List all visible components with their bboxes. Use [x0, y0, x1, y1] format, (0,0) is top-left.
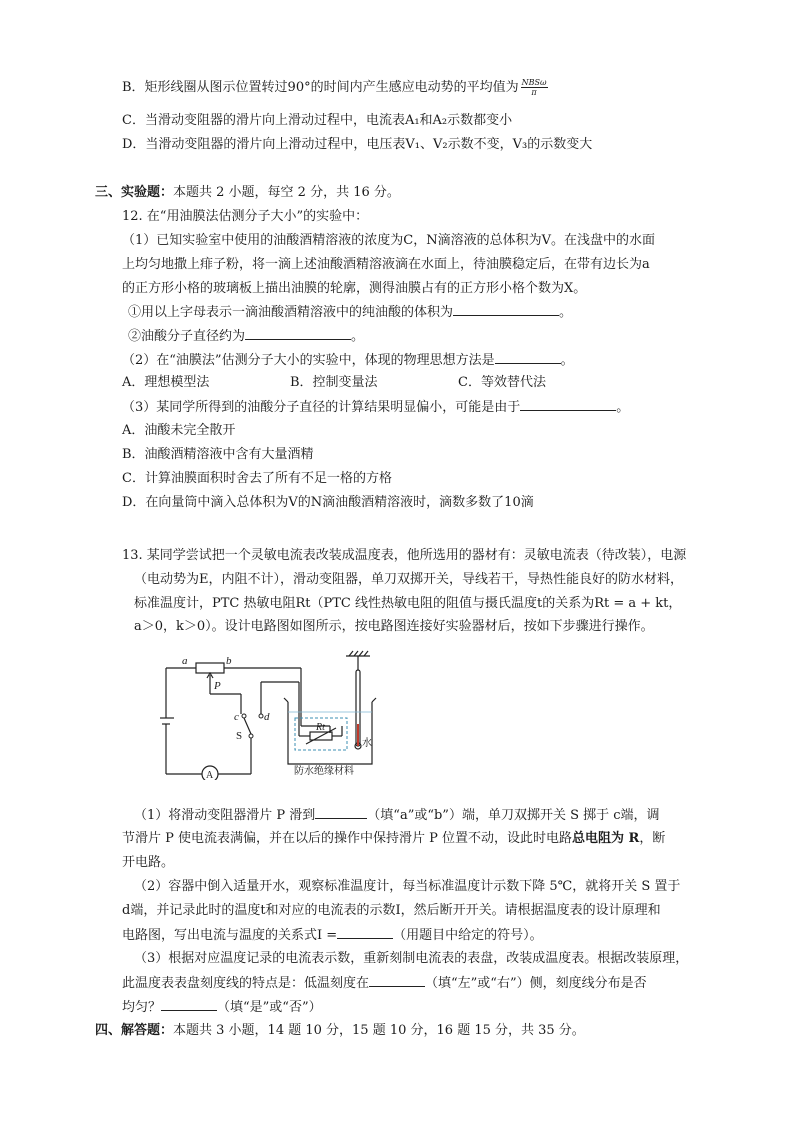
- q12-part1-sub2: [128, 326, 364, 346]
- terminal-c: [242, 714, 246, 718]
- q13-stem-line3: 标准温度计，PTC 热敏电阻Rt（PTC 线性热敏电阻的阻值与摄氏温度t的关系为Rt = a + kt，: [134, 596, 682, 611]
- q12-part2-option-b: B．控制变量法: [290, 375, 378, 390]
- label-water: 水: [362, 738, 372, 749]
- q13-step1-text-a: （1）将滑动变阻器滑片 P 滑到: [134, 808, 316, 823]
- label-c: c: [234, 711, 239, 723]
- q13-step1-text-c: 节滑片 P 使电流表满偏，并在以后的操作中保持滑片 P 位置不动，设此时电路: [122, 831, 573, 846]
- q11-option-d: D．当滑动变阻器的滑片向上滑动过程中，电压表V₁、V₂示数不变，V₃的示数变大: [122, 137, 593, 152]
- label-d: d: [264, 711, 270, 723]
- q13-stem-line2: （电动势为E，内阻不计），滑动变阻器，单刀双掷开关，导线若干，导热性能良好的防水材料，: [134, 572, 683, 587]
- q11-option-b-text: B．矩形线圈从图示位置转过90°的时间内产生感应电动势的平均值为: [122, 80, 519, 95]
- q13-step3-text-c: 均匀？: [122, 1000, 162, 1015]
- q12-part1-line3: 的正方形小格的玻璃板上描出油膜的轮廓，测得油膜占有的正方形小格个数为X。: [122, 281, 587, 296]
- answer-blank[interactable]: [337, 925, 393, 939]
- q13-step3-line2: [122, 973, 647, 993]
- section4-title: 四、解答题：: [95, 1023, 174, 1038]
- q13-step2-line1: （2）容器中倒入适量开水，观察标准温度计，每当标准温度计示数下降 5℃，就将开关 S 置于: [134, 879, 681, 894]
- period: 。: [559, 305, 573, 320]
- q12-part3-option-d: D．在向量筒中滴入总体积为V的N滴油酸酒精溶液时，滴数多数了10滴: [122, 495, 534, 510]
- q13-step1-line1: [134, 805, 660, 825]
- q13-step3-line1: （3）根据对应温度记录的电流表示数，重新刻制电流表的表盘，改装成温度表。根据改装原理，: [134, 951, 689, 966]
- q12-part3-option-c: C．计算油膜面积时舍去了所有不足一格的方格: [122, 471, 392, 486]
- fraction-numerator: NBSω: [521, 78, 547, 87]
- q13-step2-text-b: （用题目中给定的符号）。: [393, 928, 543, 943]
- q11-option-c: C．当滑动变阻器的滑片向上滑动过程中，电流表A₁和A₂示数都变小: [122, 113, 513, 128]
- switch-pivot: [249, 734, 253, 738]
- q13-stem-line1: 13. 某同学尝试把一个灵敏电流表改装成温度表，他所选用的器材有：灵敏电流表（待改装），电源: [122, 548, 687, 563]
- q13-step1-bold: 总电阻为 R: [572, 831, 640, 846]
- terminal-d: [259, 714, 263, 718]
- answer-blank[interactable]: [453, 302, 559, 316]
- q13-step2-text-a: 电路图，写出电流与温度的关系式I =: [122, 928, 338, 943]
- period: 。: [351, 329, 365, 344]
- q12-part3-text: （3）某同学所得到的油酸分子直径的计算结果明显偏小，可能是由于: [122, 400, 521, 415]
- circuit-diagram: [160, 646, 390, 780]
- q13-step3-text-d: （填“是”或“否”）: [217, 1000, 322, 1015]
- answer-blank[interactable]: [315, 805, 367, 819]
- period: 。: [616, 400, 630, 415]
- q13-step2-line3: [122, 925, 543, 945]
- q13-step2-line2: d端，并记录此时的温度t和对应的电流表的示数I，然后断开开关。请根据温度表的设计原理和: [122, 903, 661, 918]
- section3-desc: 本题共 2 小题，每空 2 分，共 16 分。: [173, 185, 400, 200]
- q12-part1-line1: （1）已知实验室中使用的油酸酒精溶液的浓度为C，N滴溶液的总体积为V。在浅盘中的水面: [122, 233, 655, 248]
- q13-step1-text-d: ，断: [639, 831, 666, 846]
- q13-step3-text-a: 此温度表表盘刻度线的特点是：低温刻度在: [122, 976, 370, 991]
- label-P: P: [214, 680, 221, 692]
- q12-part1-sub1: [128, 302, 572, 322]
- q13-step1-line3: 开电路。: [122, 855, 175, 870]
- rheostat: [196, 663, 224, 673]
- q13-step1-line2: [122, 829, 665, 848]
- label-b: b: [226, 655, 232, 667]
- label-Rt: Rt: [316, 722, 325, 733]
- q11-option-b-fraction: [521, 78, 548, 97]
- fraction-denominator: π: [531, 88, 537, 97]
- q12-part2-text: （2）在“油膜法”估测分子大小的实验中，体现的物理思想方法是: [122, 353, 495, 368]
- answer-blank[interactable]: [161, 997, 217, 1011]
- q12-part1-line2: 上均匀地撒上痱子粉，将一滴上述油酸酒精溶液滴在水面上，待油膜稳定后，在带有边长为a: [122, 257, 650, 272]
- q12-part2-option-a: A．理想模型法: [122, 375, 210, 390]
- answer-blank[interactable]: [495, 350, 561, 364]
- answer-blank[interactable]: [245, 326, 351, 340]
- switch-blade: [244, 718, 251, 734]
- q12-part3-option-b: B．油酸酒精溶液中含有大量酒精: [122, 447, 314, 462]
- q12-part3-option-a: A．油酸未完全散开: [122, 423, 236, 438]
- label-a: a: [182, 655, 188, 667]
- answer-blank[interactable]: [520, 397, 616, 411]
- section3-heading: [95, 183, 400, 202]
- q13-step1-text-b: （填“a”或“b”）端，单刀双掷开关 S 掷于 c端，调: [367, 808, 660, 823]
- section4-desc: 本题共 3 小题，14 题 10 分，15 题 10 分，16 题 15 分，共 35 分。: [173, 1023, 585, 1038]
- section4-heading: [95, 1021, 585, 1040]
- q13-stem-line4: a＞0，k＞0）。设计电路图如图所示，按电路图连接好实验器材后，按如下步骤进行操作。: [134, 619, 654, 634]
- q12-sub2-text: ②油酸分子直径约为: [128, 329, 246, 344]
- q12-sub1-text: ①用以上字母表示一滴油酸酒精溶液中的纯油酸的体积为: [128, 305, 454, 320]
- q12-stem: 12. 在“用油膜法估测分子大小”的实验中：: [122, 209, 369, 224]
- q13-step3-line3: [122, 997, 322, 1017]
- q12-part2-option-c: C．等效替代法: [458, 375, 546, 390]
- label-S: S: [236, 730, 243, 742]
- label-A: A: [206, 770, 214, 780]
- answer-blank[interactable]: [369, 973, 425, 987]
- section3-title: 三、实验题：: [95, 185, 174, 200]
- q13-step3-text-b: （填“左”或“右”）侧，刻度线分布是否: [425, 976, 647, 991]
- label-material: 防水绝缘材料: [294, 766, 354, 777]
- q12-part2: [122, 350, 574, 370]
- period: 。: [560, 353, 574, 368]
- q11-option-b: [122, 78, 548, 97]
- q12-part3: [122, 397, 629, 417]
